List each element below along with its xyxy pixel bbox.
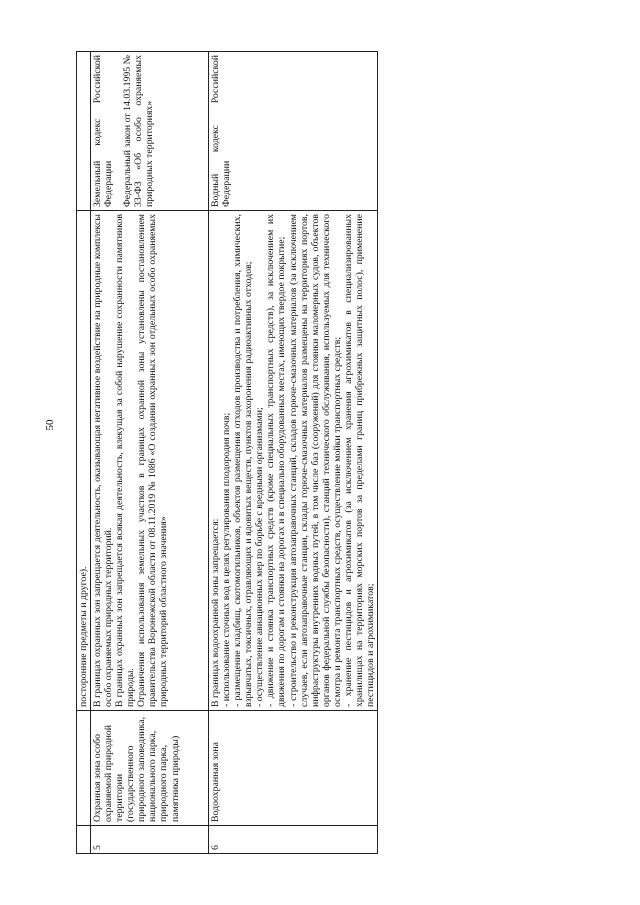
row-number: 6: [209, 826, 378, 854]
zone-name: Охранная зона особо охраняемой природной территории (государственного природного заповедника, национального парка, природного парка, памятника природы): [91, 711, 209, 826]
cell-num: [77, 826, 91, 854]
page-number: 50: [44, 419, 56, 431]
zone-legal-basis: Водный кодекс Российской Федерации: [209, 52, 378, 211]
zone-name: Водоохранная зона: [209, 711, 378, 826]
row-number: 5: [91, 826, 209, 854]
table-row: [209, 52, 378, 854]
zone-restrictions: В границах водоохранной зоны запрещается: - использование сточных вод в целях регулирования плодородия почв; - размещение кладбищ, скотомогильников, объектов размещения отходов производства и потребления, химических, взрывчатых, токсичных, отравляющих и ядовитых веществ, пунктов захоронения радиоактивных отходов; - осуществление авиационных мер по борьбе с вредными организмами; - движение и стоянка транспортных средств (кроме специальных транспортных средств), за исключением их движения по дорогам и стоянки на дорогах и в специально оборудованных местах, имеющих твердое покрытие; - строительство и реконструкция автозаправочных станций, складов горюче-смазочных материалов (за исключением случаев, если автозаправочные станции, склады горюче-смазочных материалов размещены на территориях портов, инфраструктуры внутренних водных путей, в том числе баз (сооружений) для стоянки маломерных судов, объектов органов федеральной службы безопасности), станций технического обслуживания, используемых для технического осмотра и ремонта транспортных средств, осуществление мойки транспортных средств; - хранение пестицидов и агрохимикатов (за исключением хранения агрохимикатов в специализированных хранилищах на территориях морских портов за пределами границ прибрежных защитных полос), применение пестицидов и агрохимикатов;: [209, 211, 378, 711]
zone-restrictions: В границах охранных зон запрещается деятельность, оказывающая негативное воздействие на природные комплексы особо охраняемых природных территорий. В границах охранных зон запрещается всякая деятельность, влекущая за собой нарушение сохранности памятников природы. Ограничения использования земельных участков в границах охранной зоны установлены постановлением правительства Воронежской области от 08.11.2019 № 1086 «О создании охранных зон отдельных особо охраняемых природных территорий областного значения»: [91, 211, 209, 711]
table-row: [91, 52, 209, 854]
restrictions-table: [76, 51, 378, 854]
zone-legal-basis: Земельный кодекс Российской Федерации Федеральный закон от 14.03.1995 № 33-ФЗ «Об особо охраняемых природных территориях»: [91, 52, 209, 211]
rotated-page-content: [76, 52, 556, 854]
cell-desc: [77, 211, 91, 711]
table-row-continuation: [77, 52, 91, 854]
cell-name: [77, 711, 91, 826]
cell-law: [77, 52, 91, 211]
continuation-text: посторонние предметы и другое).: [78, 566, 89, 707]
